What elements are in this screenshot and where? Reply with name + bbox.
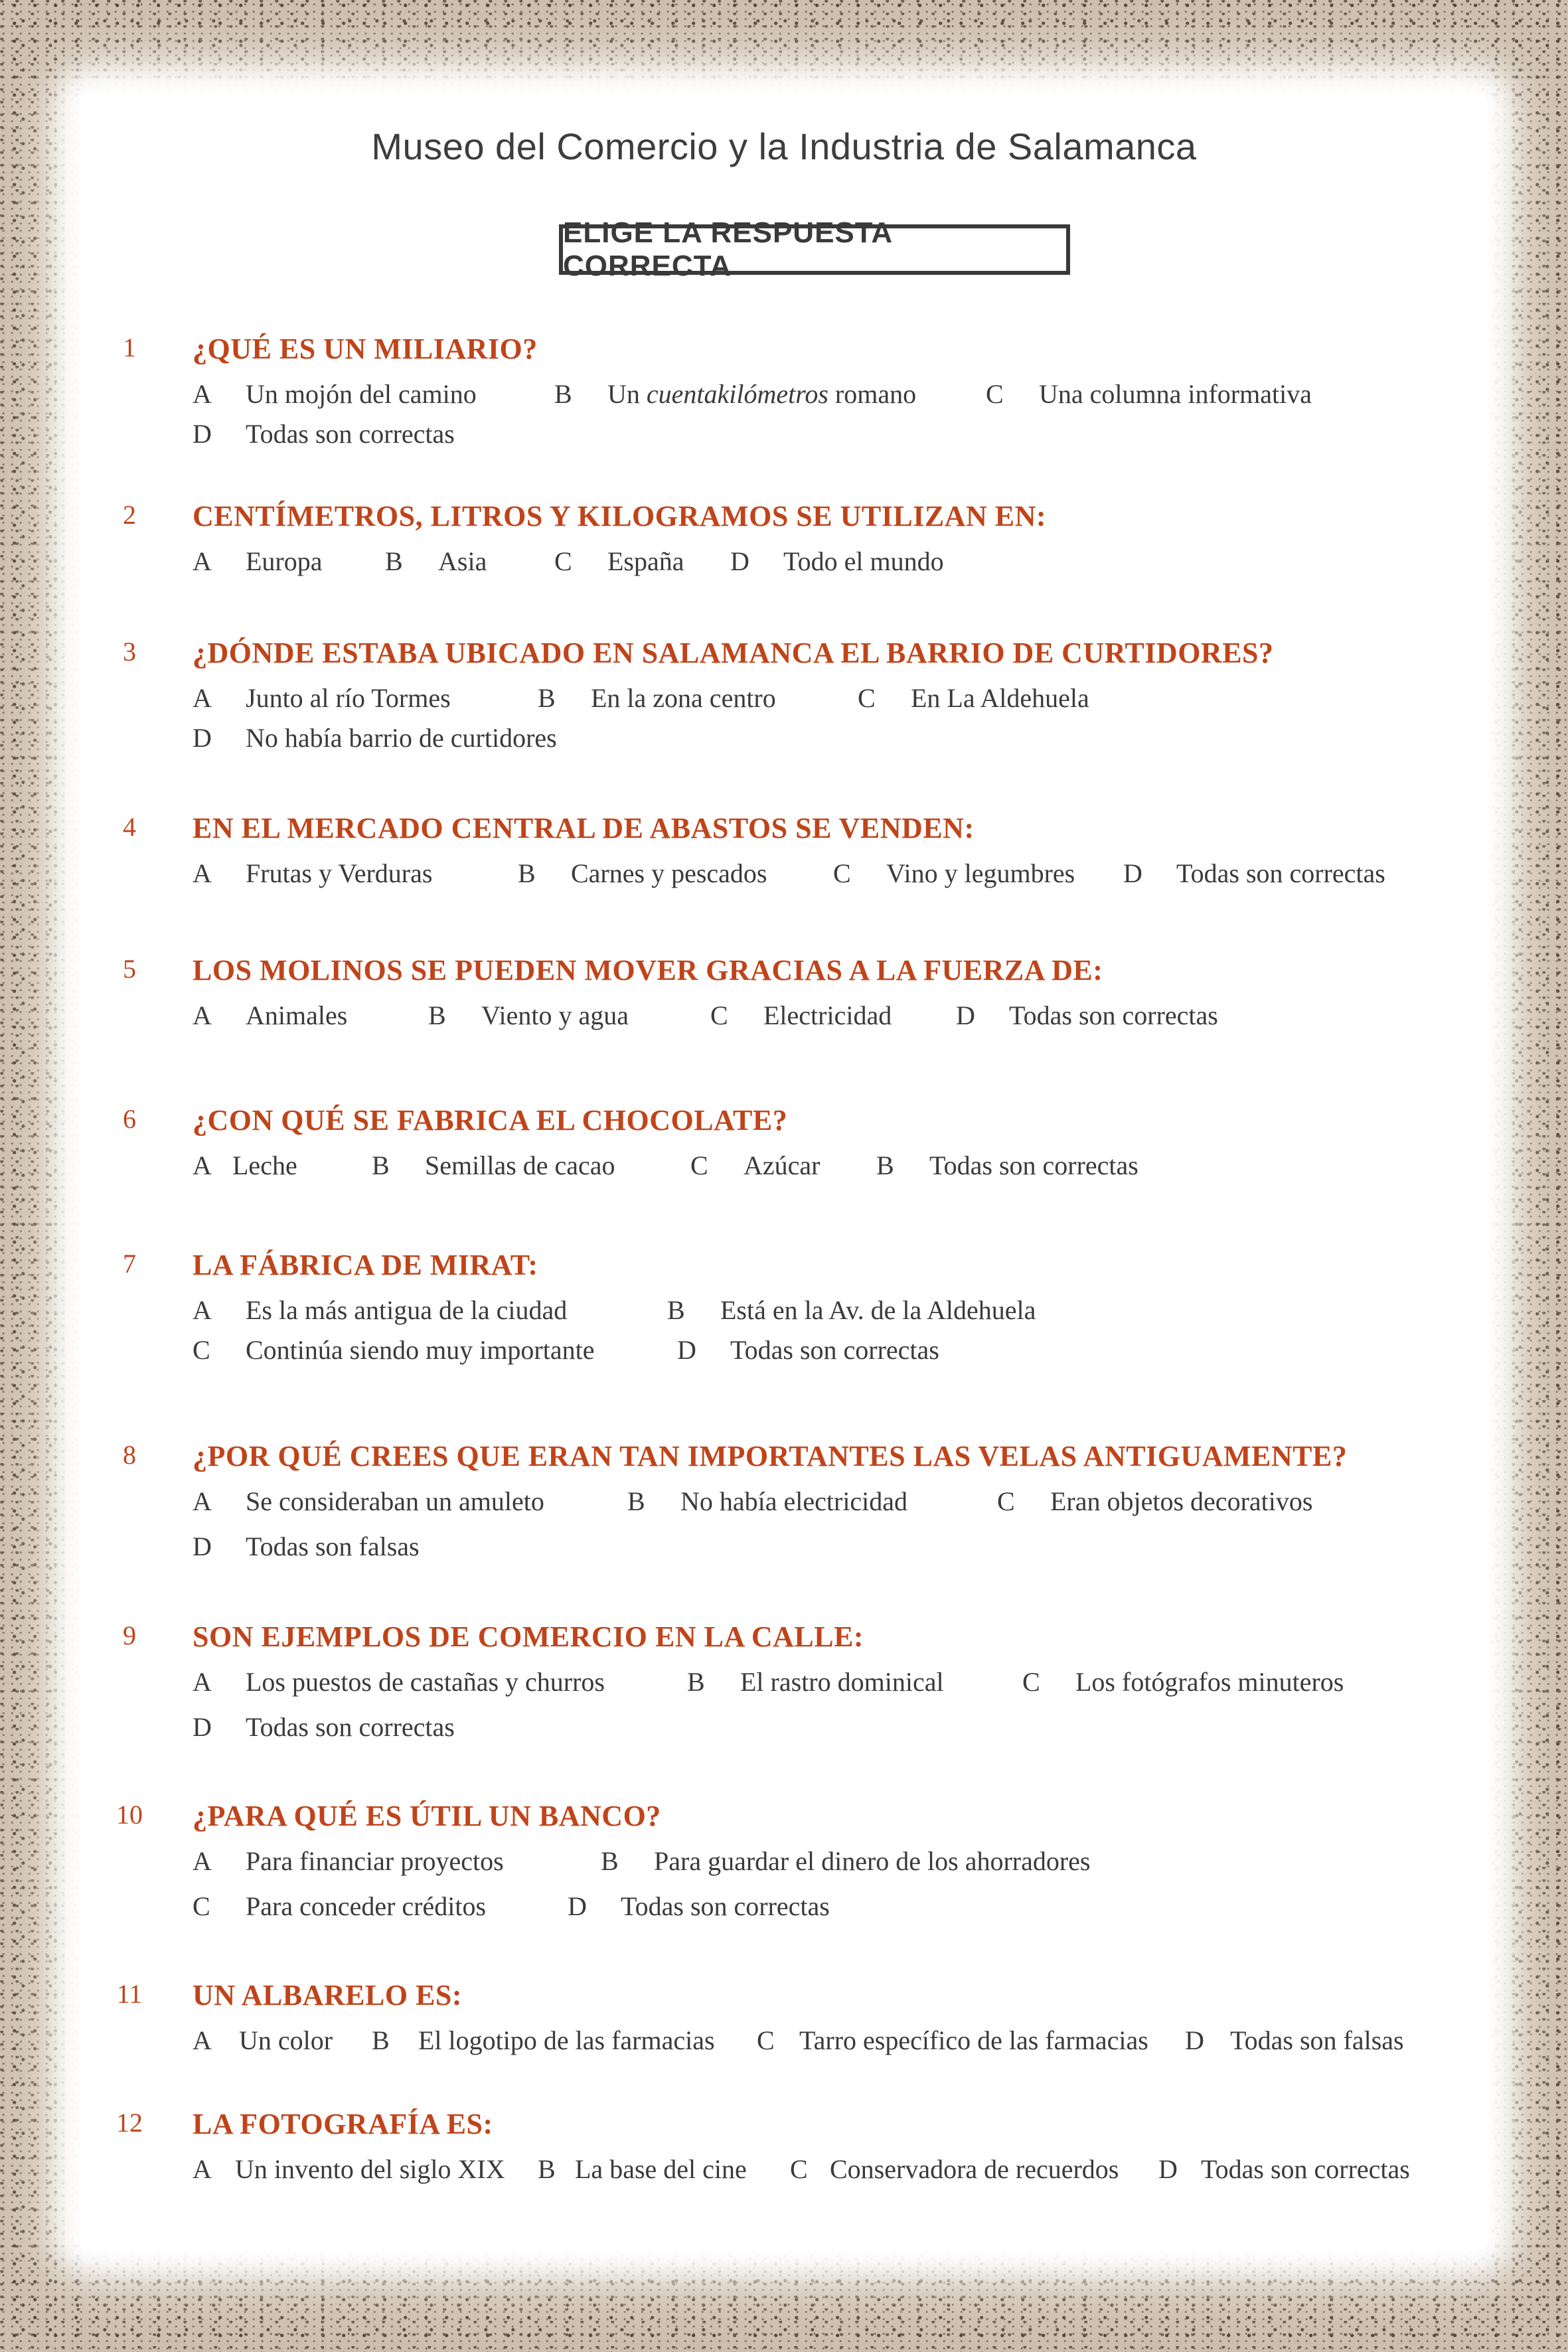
option-a[interactable]: A Se consideraban un amuleto (193, 1486, 544, 1516)
option-a[interactable]: A Animales (193, 1000, 348, 1030)
question-text: CENTÍMETROS, LITROS Y KILOGRAMOS SE UTILIZAN EN: (193, 500, 1046, 532)
option-d[interactable]: D No había barrio de curtidores (193, 723, 557, 753)
question-number: 6 (123, 1104, 136, 1134)
option-d[interactable]: D Todas son correctas (956, 1000, 1218, 1030)
option-b[interactable]: B Carnes y pescados (518, 858, 767, 888)
option-b[interactable]: B En la zona centro (538, 683, 776, 713)
option-a[interactable]: A Para financiar proyectos (193, 1846, 504, 1876)
question-number: 3 (123, 637, 136, 666)
question-text: LA FOTOGRAFÍA ES: (193, 2108, 493, 2140)
option-c[interactable]: C Eran objetos decorativos (997, 1486, 1313, 1516)
question-number: 8 (123, 1440, 136, 1470)
option-d[interactable]: D Todas son correctas (568, 1891, 830, 1921)
option-c[interactable]: C Tarro específico de las farmacias (757, 2025, 1148, 2055)
instruction-banner: ELIGE LA RESPUESTA CORRECTA (559, 224, 1070, 275)
option-c[interactable]: C Conservadora de recuerdos (790, 2154, 1119, 2184)
option-a[interactable]: A Un color (193, 2025, 333, 2055)
option-c[interactable]: C Azúcar (690, 1150, 821, 1180)
question-text: ¿DÓNDE ESTABA UBICADO EN SALAMANCA EL BARRIO DE CURTIDORES? (193, 637, 1274, 669)
question-number: 4 (123, 812, 136, 842)
question-number: 2 (123, 500, 136, 530)
option-a[interactable]: A Junto al río Tormes (193, 683, 451, 713)
option-c[interactable]: C España (554, 546, 684, 576)
option-b[interactable]: B El rastro dominical (687, 1667, 944, 1697)
question-text: LOS MOLINOS SE PUEDEN MOVER GRACIAS A LA FUERZA DE: (193, 954, 1103, 986)
option-b[interactable]: B Para guardar el dinero de los ahorradores (601, 1846, 1091, 1876)
option-d[interactable]: D Todas son correctas (677, 1335, 939, 1365)
option-c[interactable]: C Los fotógrafos minuteros (1022, 1667, 1344, 1697)
option-d[interactable]: D Todas son correctas (193, 1712, 455, 1742)
option-a[interactable]: A Leche (193, 1150, 297, 1180)
question-number: 9 (123, 1620, 136, 1650)
option-b[interactable]: B Semillas de cacao (372, 1150, 615, 1180)
question-number: 7 (123, 1249, 136, 1279)
option-b[interactable]: B Asia (385, 546, 487, 576)
question-text: EN EL MERCADO CENTRAL DE ABASTOS SE VENDEN: (193, 812, 975, 844)
option-c[interactable]: C Vino y legumbres (833, 858, 1075, 888)
question-text: UN ALBARELO ES: (193, 1979, 463, 2011)
question-number: 1 (123, 333, 136, 362)
option-b[interactable]: B Viento y agua (428, 1000, 629, 1030)
option-d[interactable]: D Todo el mundo (730, 546, 944, 576)
question-text: ¿CON QUÉ SE FABRICA EL CHOCOLATE? (193, 1104, 788, 1137)
option-b[interactable]: B Un cuentakilómetros romano (554, 379, 917, 409)
question-text: ¿PARA QUÉ ES ÚTIL UN BANCO? (193, 1800, 661, 1832)
option-a[interactable]: A Un invento del siglo XIX (193, 2154, 505, 2184)
option-d[interactable]: D Todas son correctas (1123, 858, 1385, 888)
option-c[interactable]: C Electricidad (710, 1000, 892, 1030)
option-d[interactable]: D Todas son falsas (1185, 2025, 1404, 2055)
question-number: 10 (116, 1800, 143, 1830)
option-d[interactable]: D Todas son correctas (1158, 2154, 1410, 2184)
option-c[interactable]: C Para conceder créditos (193, 1891, 487, 1921)
question-text: ¿POR QUÉ CREES QUE ERAN TAN IMPORTANTES LAS VELAS ANTIGUAMENTE? (193, 1440, 1348, 1472)
option-a[interactable]: A Los puestos de castañas y churros (193, 1667, 605, 1697)
option-c[interactable]: C Continúa siendo muy importante (193, 1335, 595, 1365)
question-text: SON EJEMPLOS DE COMERCIO EN LA CALLE: (193, 1620, 864, 1653)
option-a[interactable]: A Es la más antigua de la ciudad (193, 1295, 568, 1325)
option-c[interactable]: C Una columna informativa (986, 379, 1312, 409)
option-b[interactable]: B Está en la Av. de la Aldehuela (667, 1295, 1036, 1325)
option-c[interactable]: C En La Aldehuela (858, 683, 1089, 713)
question-number: 11 (116, 1979, 143, 2009)
option-d[interactable]: B Todas son correctas (876, 1150, 1138, 1180)
option-a[interactable]: A Un mojón del camino (193, 379, 477, 409)
option-a[interactable]: A Frutas y Verduras (193, 858, 433, 888)
question-number: 5 (123, 954, 136, 984)
option-b[interactable]: B La base del cine (538, 2154, 747, 2184)
question-number: 12 (116, 2108, 143, 2138)
question-text: LA FÁBRICA DE MIRAT: (193, 1249, 538, 1281)
option-d[interactable]: D Todas son correctas (193, 419, 455, 449)
question-text: ¿QUÉ ES UN MILIARIO? (193, 333, 538, 365)
option-b[interactable]: B No había electricidad (627, 1486, 908, 1516)
page-title: Museo del Comercio y la Industria de Salamanca (371, 125, 1197, 167)
option-d[interactable]: D Todas son falsas (193, 1531, 420, 1561)
option-a[interactable]: A Europa (193, 546, 323, 576)
option-b[interactable]: B El logotipo de las farmacias (372, 2025, 715, 2055)
